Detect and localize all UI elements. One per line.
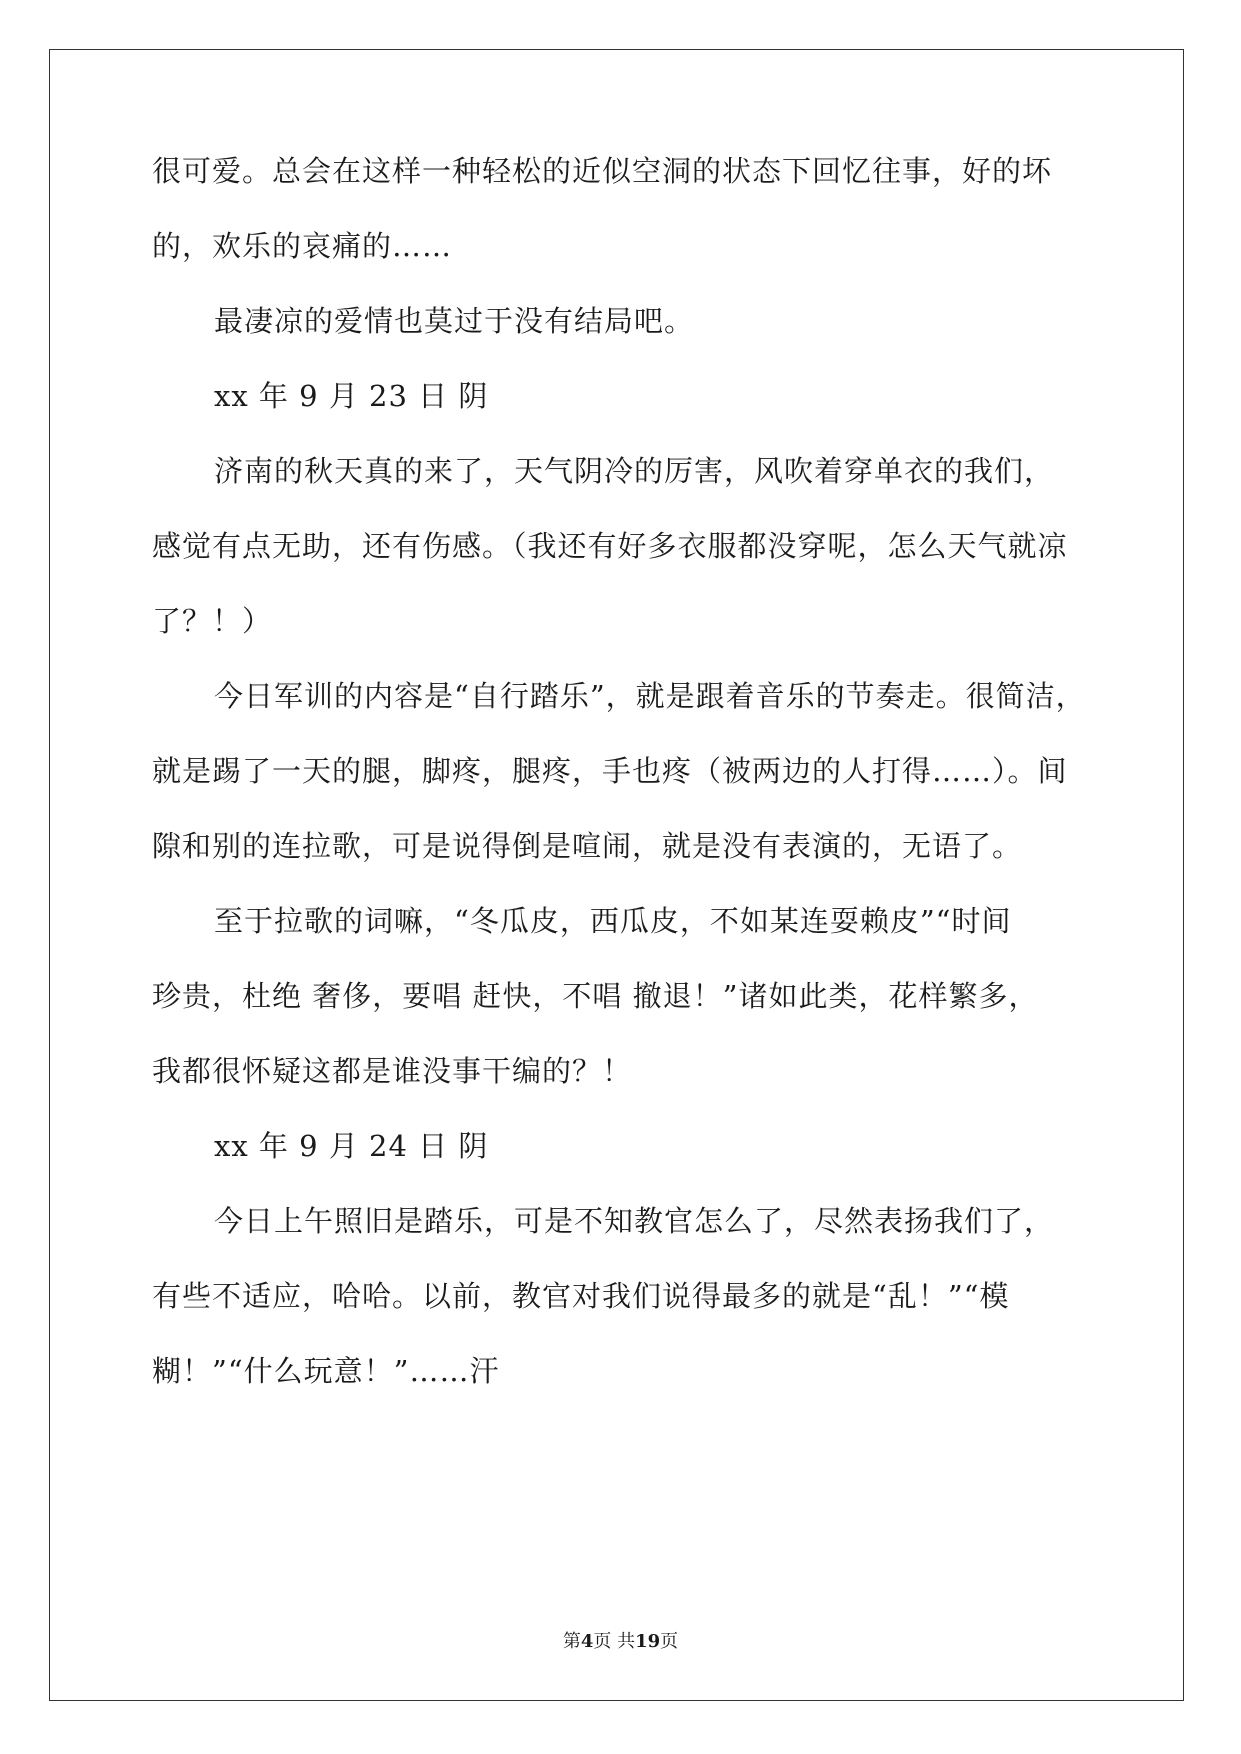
- text-line: 隙和别的连拉歌，可是说得倒是喧闹，就是没有表演的，无语了。: [152, 829, 1023, 863]
- diary-date-heading: xx 年 9 月 23 日 阴: [214, 379, 489, 413]
- text-line: 很可爱。总会在这样一种轻松的近似空洞的状态下回忆往事，好的坏: [152, 154, 1053, 188]
- text-line: 珍贵，杜绝 奢侈，要唱 赶快，不唱 撤退！”诸如此类，花样繁多，: [152, 979, 1039, 1013]
- text-line: 有些不适应，哈哈。以前，教官对我们说得最多的就是“乱！”“模: [152, 1279, 1010, 1313]
- text-line: 今日上午照旧是踏乐，可是不知教官怎么了，尽然表扬我们了，: [214, 1204, 1055, 1238]
- text-line: 最凄凉的爱情也莫过于没有结局吧。: [214, 304, 695, 338]
- diary-date-heading: xx 年 9 月 24 日 阴: [214, 1129, 489, 1163]
- text-line: 今日军训的内容是“自行踏乐”，就是跟着音乐的节奏走。很简洁，: [214, 679, 1086, 713]
- text-line: 我都很怀疑这都是谁没事干编的？！: [152, 1054, 633, 1088]
- total-page-count: 19: [635, 1631, 661, 1652]
- text-line: 济南的秋天真的来了，天气阴冷的厉害，风吹着穿单衣的我们，: [214, 454, 1055, 488]
- page-number-footer: [0, 1630, 1241, 1654]
- text-line: 的，欢乐的哀痛的……: [152, 229, 453, 263]
- page-border: [49, 49, 1184, 1701]
- text-line: 感觉有点无助，还有伤感。（我还有好多衣服都没穿呢，怎么天气就凉: [152, 529, 1068, 563]
- text-line: 了？！）: [152, 604, 273, 638]
- text-line: 至于拉歌的词嘛，“冬瓜皮，西瓜皮，不如某连耍赖皮”“时间: [214, 904, 1012, 938]
- current-page-number: 4: [580, 1631, 594, 1652]
- text-line: 就是踢了一天的腿，脚疼，腿疼，手也疼（被两边的人打得……）。间: [152, 754, 1068, 788]
- text-line: 糊！”“什么玩意！”……汗: [152, 1354, 500, 1388]
- footer-prefix: 第: [562, 1631, 581, 1652]
- footer-middle: 页 共: [593, 1631, 636, 1652]
- footer-suffix: 页: [660, 1631, 679, 1652]
